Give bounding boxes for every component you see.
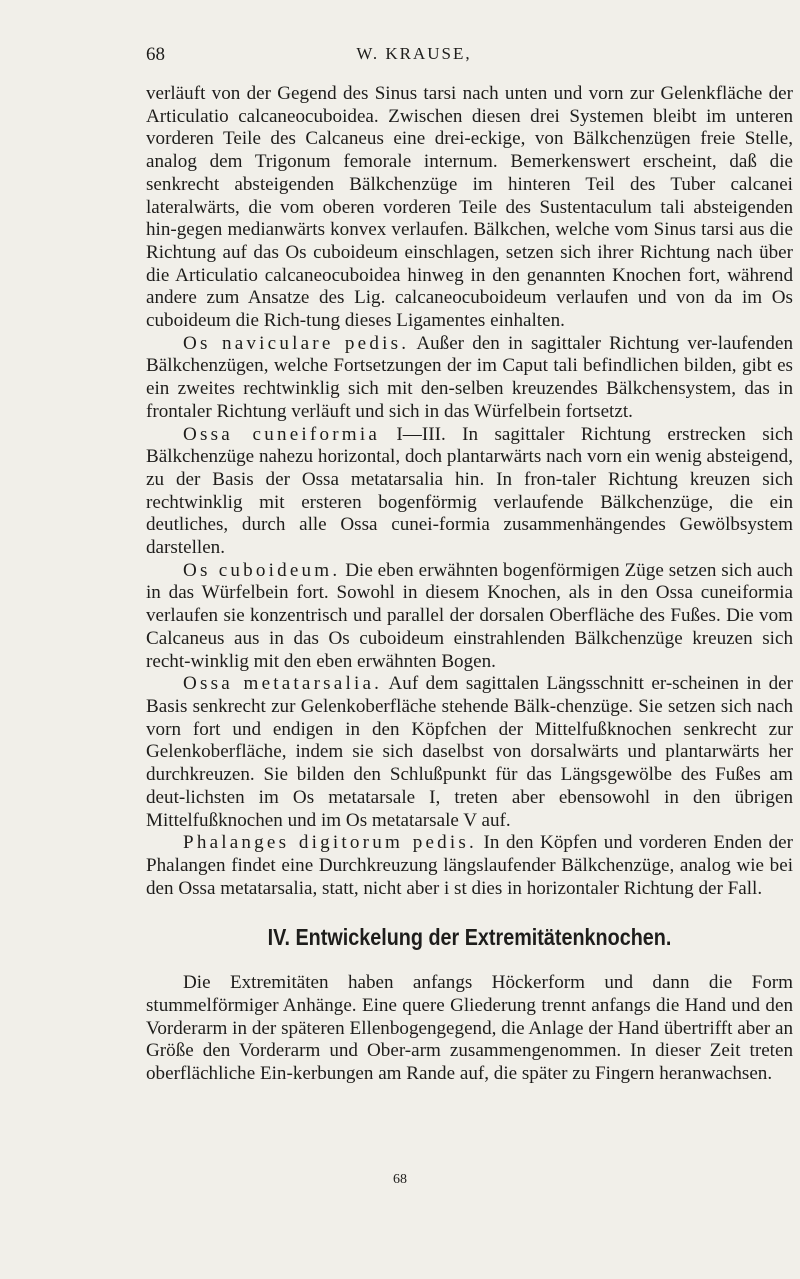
subheading-ossa-cuneiformia: Ossa cuneiformia bbox=[183, 423, 380, 445]
page-body bbox=[146, 83, 793, 1086]
subheading-phalanges: Phalanges digitorum pedis. bbox=[183, 832, 478, 854]
subheading-os-cuboideum: Os cuboideum. bbox=[183, 559, 341, 581]
footer-page-number: 68 bbox=[393, 1172, 407, 1187]
paragraph-text: Auf dem sagittalen Längsschnitt er-scheinen in der Basis senkrecht zur Gelenkoberfläche stehende Bälk-chenzüge. Sie setzen sich nach vorn fort und endigen in den Köpfchen der Mittelfußknochen senkrecht zur Gelenkoberfläche, indem sie sich daselbst von dorsalwärts und plantarwärts her durchkreuzen. Sie bilden den Schlußpunkt für das Längsgewölbe des Fußes am deut-lichsten im Os metatarsale I, treten aber ebensowohl in den übrigen Mittelfußknochen und im Os metatarsale V auf. bbox=[146, 673, 794, 831]
paragraph-calcaneus-continued: verläuft von der Gegend des Sinus tarsi nach unten und vorn zur Gelenkfläche der Articulatio calcaneocuboidea. Zwischen diesen drei Systemen bleibt im unteren vorderen Teile des Calcaneus eine drei-eckige, von Bälkchenzügen freie Stelle, analog dem Trigonum femorale internum. Bemerkenswert erscheint, daß die senkrecht absteigenden Bälkchenzüge im hinteren Teil des Tuber calcanei lateralwärts, die vom oberen vorderen Teile des Sustentaculum tali absteigenden hin-gegen medianwärts konvex verlaufen. Bälkchen, welche vom Sinus tarsi aus die Richtung auf das Os cuboideum einschlagen, setzen sich ihrer Richtung nach über die Articulatio calcaneocuboidea hinweg in den genannten Knochen fort, während andere zum Ansatze des Lig. calcaneocuboideum verlaufen und von da im Os cuboideum die Rich-tung dieses Ligamentes einhalten. bbox=[146, 83, 793, 332]
page-header bbox=[146, 44, 682, 68]
subheading-ossa-metatarsalia: Ossa metatarsalia. bbox=[183, 673, 383, 695]
section-heading: IV. Entwickelung der Extremitätenknochen. bbox=[267, 924, 672, 951]
paragraph-text: Die eben erwähnten bogenförmigen Züge setzen sich auch in das Würfelbein fort. Sowohl in diesem Knochen, als in den Ossa cuneiformia verlaufen sie konzentrisch und parallel der dorsalen Oberfläche des Fußes. Die vom Calcaneus aus in das Os cuboideum einstrahlenden Bälkchenzüge kreuzen sich recht-winklig mit den eben erwähnten Bogen. bbox=[146, 559, 793, 672]
paragraph-text: Außer den in sagittaler Richtung ver-laufenden Bälkchenzügen, welche Fortsetzungen der im Caput tali befindlichen bilden, gibt es ein zweites rechtwinklig sich mit den-selben kreuzendes Bälkchensystem, das in frontaler Richtung verläuft und sich in das Würfelbein fortsetzt. bbox=[146, 332, 794, 422]
page-number: 68 bbox=[146, 44, 165, 65]
paragraph-ossa-metatarsalia bbox=[146, 673, 793, 832]
paragraph-ossa-cuneiformia bbox=[146, 424, 793, 560]
paragraph-text: In den Köpfen und vorderen Enden der Phalangen findet eine Durchkreuzung längslaufender Bälkchenzüge, analog wie bei den Ossa metatarsalia, statt, nicht aber i st dies in horizontaler Richtung der Fall. bbox=[146, 832, 793, 899]
paragraph-text: I—III. In sagittaler Richtung erstrecken sich Bälkchenzüge nahezu horizontal, doch plantarwärts nach vorn ein wenig absteigend, zu der Basis der Ossa metatarsalia hin. In fron-taler Richtung kreuzen sich rechtwinklig mit ersteren bogenförmig verlaufende Bälkchenzüge, die ein deutliches, durch alle Ossa cunei-formia zusammenhängendes Gewölbsystem darstellen. bbox=[146, 423, 793, 559]
paragraph-phalanges bbox=[146, 832, 793, 900]
paragraph-os-naviculare bbox=[146, 333, 793, 424]
subheading-os-naviculare: Os naviculare pedis. bbox=[183, 332, 410, 354]
paragraph-extremitaeten: Die Extremitäten haben anfangs Höckerform und dann die Form stummelförmiger Anhänge. Eine quere Gliederung trennt anfangs die Hand und den Vorderarm in der späteren Ellenbogengegend, die Anlage der Hand übertrifft aber an Größe den Vorderarm und Ober-arm zusammengenommen. In dieser Zeit treten oberflächliche Ein-kerbungen am Rande auf, die später zu Fingern heranwachsen. bbox=[146, 972, 793, 1085]
running-head: W. KRAUSE, bbox=[356, 44, 472, 63]
paragraph-os-cuboideum bbox=[146, 560, 793, 674]
